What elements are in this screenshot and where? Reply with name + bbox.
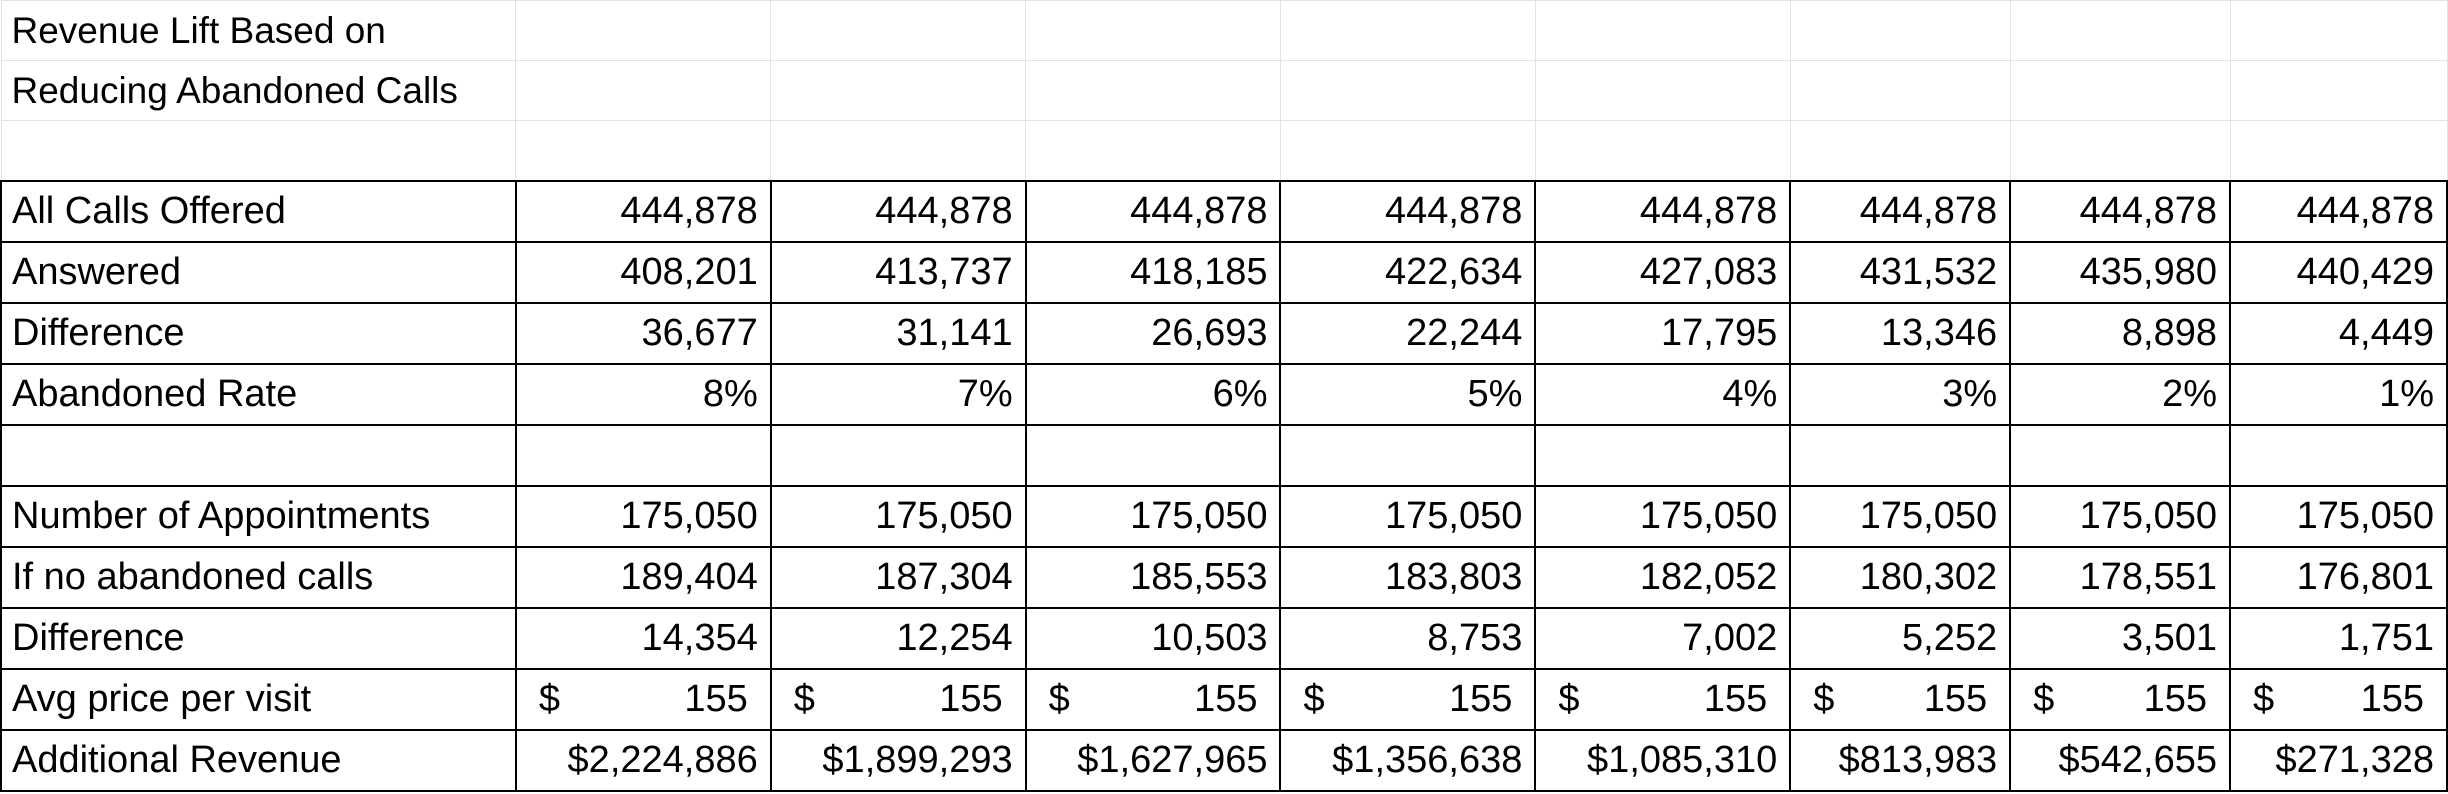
row-no-abandoned [1, 547, 2447, 608]
empty-cell[interactable] [516, 121, 771, 182]
empty-cell[interactable] [1535, 61, 1790, 121]
value-cell[interactable]: 7,002 [1535, 608, 1790, 669]
empty-cell[interactable] [516, 1, 771, 61]
value-cell[interactable]: 1,751 [2230, 608, 2447, 669]
row-answered [1, 242, 2447, 303]
value-cell[interactable]: 175,050 [1790, 486, 2010, 547]
revenue-cell[interactable]: $542,655 [2010, 730, 2230, 791]
empty-cell[interactable] [1280, 1, 1535, 61]
revenue-cell[interactable]: $1,899,293 [771, 730, 1026, 791]
value-cell[interactable]: 427,083 [1535, 242, 1790, 303]
revenue-cell[interactable]: $271,328 [2230, 730, 2447, 791]
row-label[interactable]: Number of Appointments [1, 486, 516, 547]
empty-cell[interactable] [1026, 121, 1281, 182]
currency-symbol: $ [1813, 678, 1835, 720]
value-cell[interactable]: 31,141 [771, 303, 1026, 364]
value-cell[interactable]: 13,346 [1790, 303, 2010, 364]
empty-cell[interactable] [1, 425, 516, 486]
value-cell[interactable]: 8,753 [1280, 608, 1535, 669]
value-cell[interactable]: 175,050 [1535, 486, 1790, 547]
price-cell[interactable] [771, 669, 1026, 730]
price-amount: 155 [939, 678, 1003, 720]
price-amount: 155 [2143, 678, 2208, 720]
empty-cell[interactable] [1790, 425, 2010, 486]
empty-cell[interactable] [2010, 121, 2230, 182]
empty-cell[interactable] [1026, 425, 1281, 486]
value-cell[interactable]: 444,878 [1535, 181, 1790, 242]
row-appointments [1, 486, 2447, 547]
empty-cell[interactable] [516, 61, 771, 121]
empty-cell[interactable] [1790, 1, 2010, 61]
empty-cell[interactable] [2010, 1, 2230, 61]
revenue-cell[interactable]: $2,224,886 [516, 730, 771, 791]
row-additional-revenue [1, 730, 2447, 791]
value-cell[interactable]: 444,878 [1026, 181, 1281, 242]
value-cell[interactable]: 175,050 [2010, 486, 2230, 547]
value-cell[interactable]: 5% [1280, 364, 1535, 425]
row-appointments-difference [1, 608, 2447, 669]
empty-cell[interactable] [771, 425, 1026, 486]
value-cell[interactable]: 444,878 [2010, 181, 2230, 242]
value-cell[interactable]: 422,634 [1280, 242, 1535, 303]
empty-cell[interactable] [2010, 425, 2230, 486]
value-cell[interactable]: 2% [2010, 364, 2230, 425]
value-cell[interactable]: 176,801 [2230, 547, 2447, 608]
price-cell[interactable] [1535, 669, 1790, 730]
price-amount: 155 [684, 678, 748, 720]
empty-cell[interactable] [1280, 121, 1535, 182]
value-cell[interactable]: 36,677 [516, 303, 771, 364]
row-calls-difference [1, 303, 2447, 364]
row-label[interactable]: Abandoned Rate [1, 364, 516, 425]
price-cell[interactable] [516, 669, 771, 730]
currency-symbol: $ [793, 678, 815, 720]
value-cell[interactable]: 189,404 [516, 547, 771, 608]
value-cell[interactable]: 440,429 [2230, 242, 2447, 303]
value-cell[interactable]: 26,693 [1026, 303, 1281, 364]
value-cell[interactable]: 1% [2230, 364, 2447, 425]
value-cell[interactable]: 14,354 [516, 608, 771, 669]
value-cell[interactable]: 435,980 [2010, 242, 2230, 303]
price-cell[interactable] [2230, 669, 2447, 730]
empty-cell[interactable] [2230, 1, 2447, 61]
blank-row [1, 121, 2447, 182]
value-cell[interactable]: 10,503 [1026, 608, 1281, 669]
value-cell[interactable]: 444,878 [2230, 181, 2447, 242]
value-cell[interactable]: 4% [1535, 364, 1790, 425]
value-cell[interactable]: 175,050 [1280, 486, 1535, 547]
price-cell[interactable] [2010, 669, 2230, 730]
value-cell[interactable]: 182,052 [1535, 547, 1790, 608]
row-label[interactable]: Additional Revenue [1, 730, 516, 791]
empty-cell[interactable] [2010, 61, 2230, 121]
value-cell[interactable]: 12,254 [771, 608, 1026, 669]
empty-cell[interactable] [2230, 121, 2447, 182]
empty-cell[interactable] [1790, 121, 2010, 182]
value-cell[interactable]: 5,252 [1790, 608, 2010, 669]
empty-cell[interactable] [1535, 1, 1790, 61]
empty-cell[interactable] [1026, 1, 1281, 61]
value-cell[interactable]: 431,532 [1790, 242, 2010, 303]
empty-cell[interactable] [2230, 61, 2447, 121]
currency-symbol: $ [1048, 678, 1070, 720]
currency-symbol: $ [1303, 678, 1325, 720]
empty-cell[interactable] [1280, 61, 1535, 121]
empty-cell[interactable] [1535, 121, 1790, 182]
empty-cell[interactable] [1, 121, 516, 182]
value-cell[interactable]: 175,050 [516, 486, 771, 547]
value-cell[interactable]: 408,201 [516, 242, 771, 303]
row-label[interactable]: Difference [1, 303, 516, 364]
title-row-1 [1, 1, 2447, 61]
empty-cell[interactable] [1280, 425, 1535, 486]
title-row-2 [1, 61, 2447, 121]
value-cell[interactable]: 413,737 [771, 242, 1026, 303]
value-cell[interactable]: 175,050 [1026, 486, 1281, 547]
row-calls-offered [1, 181, 2447, 242]
value-cell[interactable]: 444,878 [1280, 181, 1535, 242]
empty-cell[interactable] [2230, 425, 2447, 486]
value-cell[interactable]: 178,551 [2010, 547, 2230, 608]
currency-symbol: $ [2033, 678, 2055, 720]
row-avg-price [1, 669, 2447, 730]
currency-symbol: $ [2253, 678, 2275, 720]
row-label[interactable]: Difference [1, 608, 516, 669]
value-cell[interactable]: 22,244 [1280, 303, 1535, 364]
value-cell[interactable]: 185,553 [1026, 547, 1281, 608]
row-label[interactable]: If no abandoned calls [1, 547, 516, 608]
row-spacer [1, 425, 2447, 486]
revenue-cell[interactable]: $813,983 [1790, 730, 2010, 791]
empty-cell[interactable] [1535, 425, 1790, 486]
row-abandoned-rate [1, 364, 2447, 425]
row-label[interactable]: Avg price per visit [1, 669, 516, 730]
price-cell[interactable] [1280, 669, 1535, 730]
value-cell[interactable]: 17,795 [1535, 303, 1790, 364]
value-cell[interactable]: 183,803 [1280, 547, 1535, 608]
empty-cell[interactable] [771, 61, 1026, 121]
row-label[interactable]: All Calls Offered [1, 181, 516, 242]
revenue-cell[interactable]: $1,085,310 [1535, 730, 1790, 791]
empty-cell[interactable] [771, 121, 1026, 182]
value-cell[interactable]: 175,050 [2230, 486, 2447, 547]
currency-symbol: $ [1558, 678, 1580, 720]
row-label[interactable]: Answered [1, 242, 516, 303]
price-amount: 155 [1448, 678, 1513, 720]
value-cell[interactable]: 4,449 [2230, 303, 2447, 364]
price-amount: 155 [2360, 678, 2424, 720]
value-cell[interactable]: 418,185 [1026, 242, 1281, 303]
empty-cell[interactable] [1790, 61, 2010, 121]
empty-cell[interactable] [516, 425, 771, 486]
value-cell[interactable]: 8,898 [2010, 303, 2230, 364]
value-cell[interactable]: 444,878 [516, 181, 771, 242]
price-amount: 155 [1923, 678, 1988, 720]
value-cell[interactable]: 3,501 [2010, 608, 2230, 669]
price-cell[interactable] [1790, 669, 2010, 730]
value-cell[interactable]: 187,304 [771, 547, 1026, 608]
value-cell[interactable]: 3% [1790, 364, 2010, 425]
value-cell[interactable]: 444,878 [771, 181, 1026, 242]
revenue-cell[interactable]: $1,356,638 [1280, 730, 1535, 791]
value-cell[interactable]: 6% [1026, 364, 1281, 425]
value-cell[interactable]: 8% [516, 364, 771, 425]
empty-cell[interactable] [771, 1, 1026, 61]
price-amount: 155 [1703, 678, 1768, 720]
empty-cell[interactable] [1026, 61, 1281, 121]
price-amount: 155 [1194, 678, 1258, 720]
value-cell[interactable]: 7% [771, 364, 1026, 425]
revenue-cell[interactable]: $1,627,965 [1026, 730, 1281, 791]
value-cell[interactable]: 444,878 [1790, 181, 2010, 242]
title-cell-line-1[interactable]: Revenue Lift Based on [1, 1, 516, 61]
currency-symbol: $ [538, 678, 560, 720]
value-cell[interactable]: 175,050 [771, 486, 1026, 547]
title-cell-line-2[interactable]: Reducing Abandoned Calls [1, 61, 516, 121]
value-cell[interactable]: 180,302 [1790, 547, 2010, 608]
price-cell[interactable] [1026, 669, 1281, 730]
